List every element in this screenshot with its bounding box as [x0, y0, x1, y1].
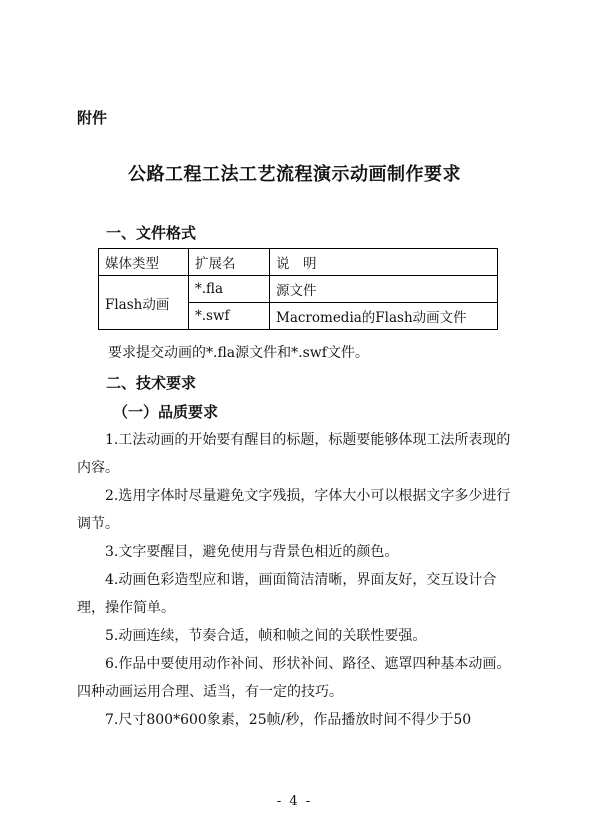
requirement-item-2: 2.选用字体时尽量避免文字残损，字体大小可以根据文字多少进行调节。 [77, 488, 511, 532]
section-heading-technical: 二、技术要求 [106, 374, 197, 392]
cell-extension: *.swf [189, 303, 270, 330]
requirement-item-3: 3.文字要醒目，避免使用与背景色相近的颜色。 [105, 544, 399, 560]
page-number: - 4 - [276, 794, 313, 809]
requirement-item-6: 6.作品中要使用动作补间、形状补间、路径、遮罩四种基本动画。四种动画运用合理、适当，有一定的技巧。 [77, 656, 511, 700]
section-heading-file-format: 一、文件格式 [106, 224, 197, 242]
document-title: 公路工程工法工艺流程演示动画制作要求 [128, 164, 461, 185]
cell-description: Macromedia的Flash动画文件 [270, 303, 498, 330]
header-cell-description: 说 明 [270, 249, 498, 276]
file-format-table [98, 248, 498, 330]
requirement-item-4: 4.动画色彩造型应和谐，画面简洁清晰，界面友好，交互设计合理，操作简单。 [77, 572, 497, 616]
cell-media-type: Flash动画 [99, 276, 189, 330]
cell-extension: *.fla [189, 276, 270, 303]
annex-label: 附件 [77, 109, 108, 127]
requirement-item-1: 1.工法动画的开始要有醒目的标题，标题要能够体现工法所表现的内容。 [77, 432, 511, 476]
submission-note: 要求提交动画的*.fla源文件和*.swf文件。 [108, 345, 369, 361]
table-row [99, 276, 498, 303]
requirement-item-5: 5.动画连续，节奏合适，帧和帧之间的关联性要强。 [105, 628, 427, 644]
table-header-row [99, 249, 498, 276]
cell-description: 源文件 [270, 276, 498, 303]
requirement-item-7: 7.尺寸800*600象素，25帧/秒，作品播放时间不得少于50 [105, 712, 472, 728]
header-cell-extension: 扩展名 [189, 249, 270, 276]
subsection-heading-quality: （一）品质要求 [113, 403, 219, 421]
header-cell-media-type: 媒体类型 [99, 249, 189, 276]
